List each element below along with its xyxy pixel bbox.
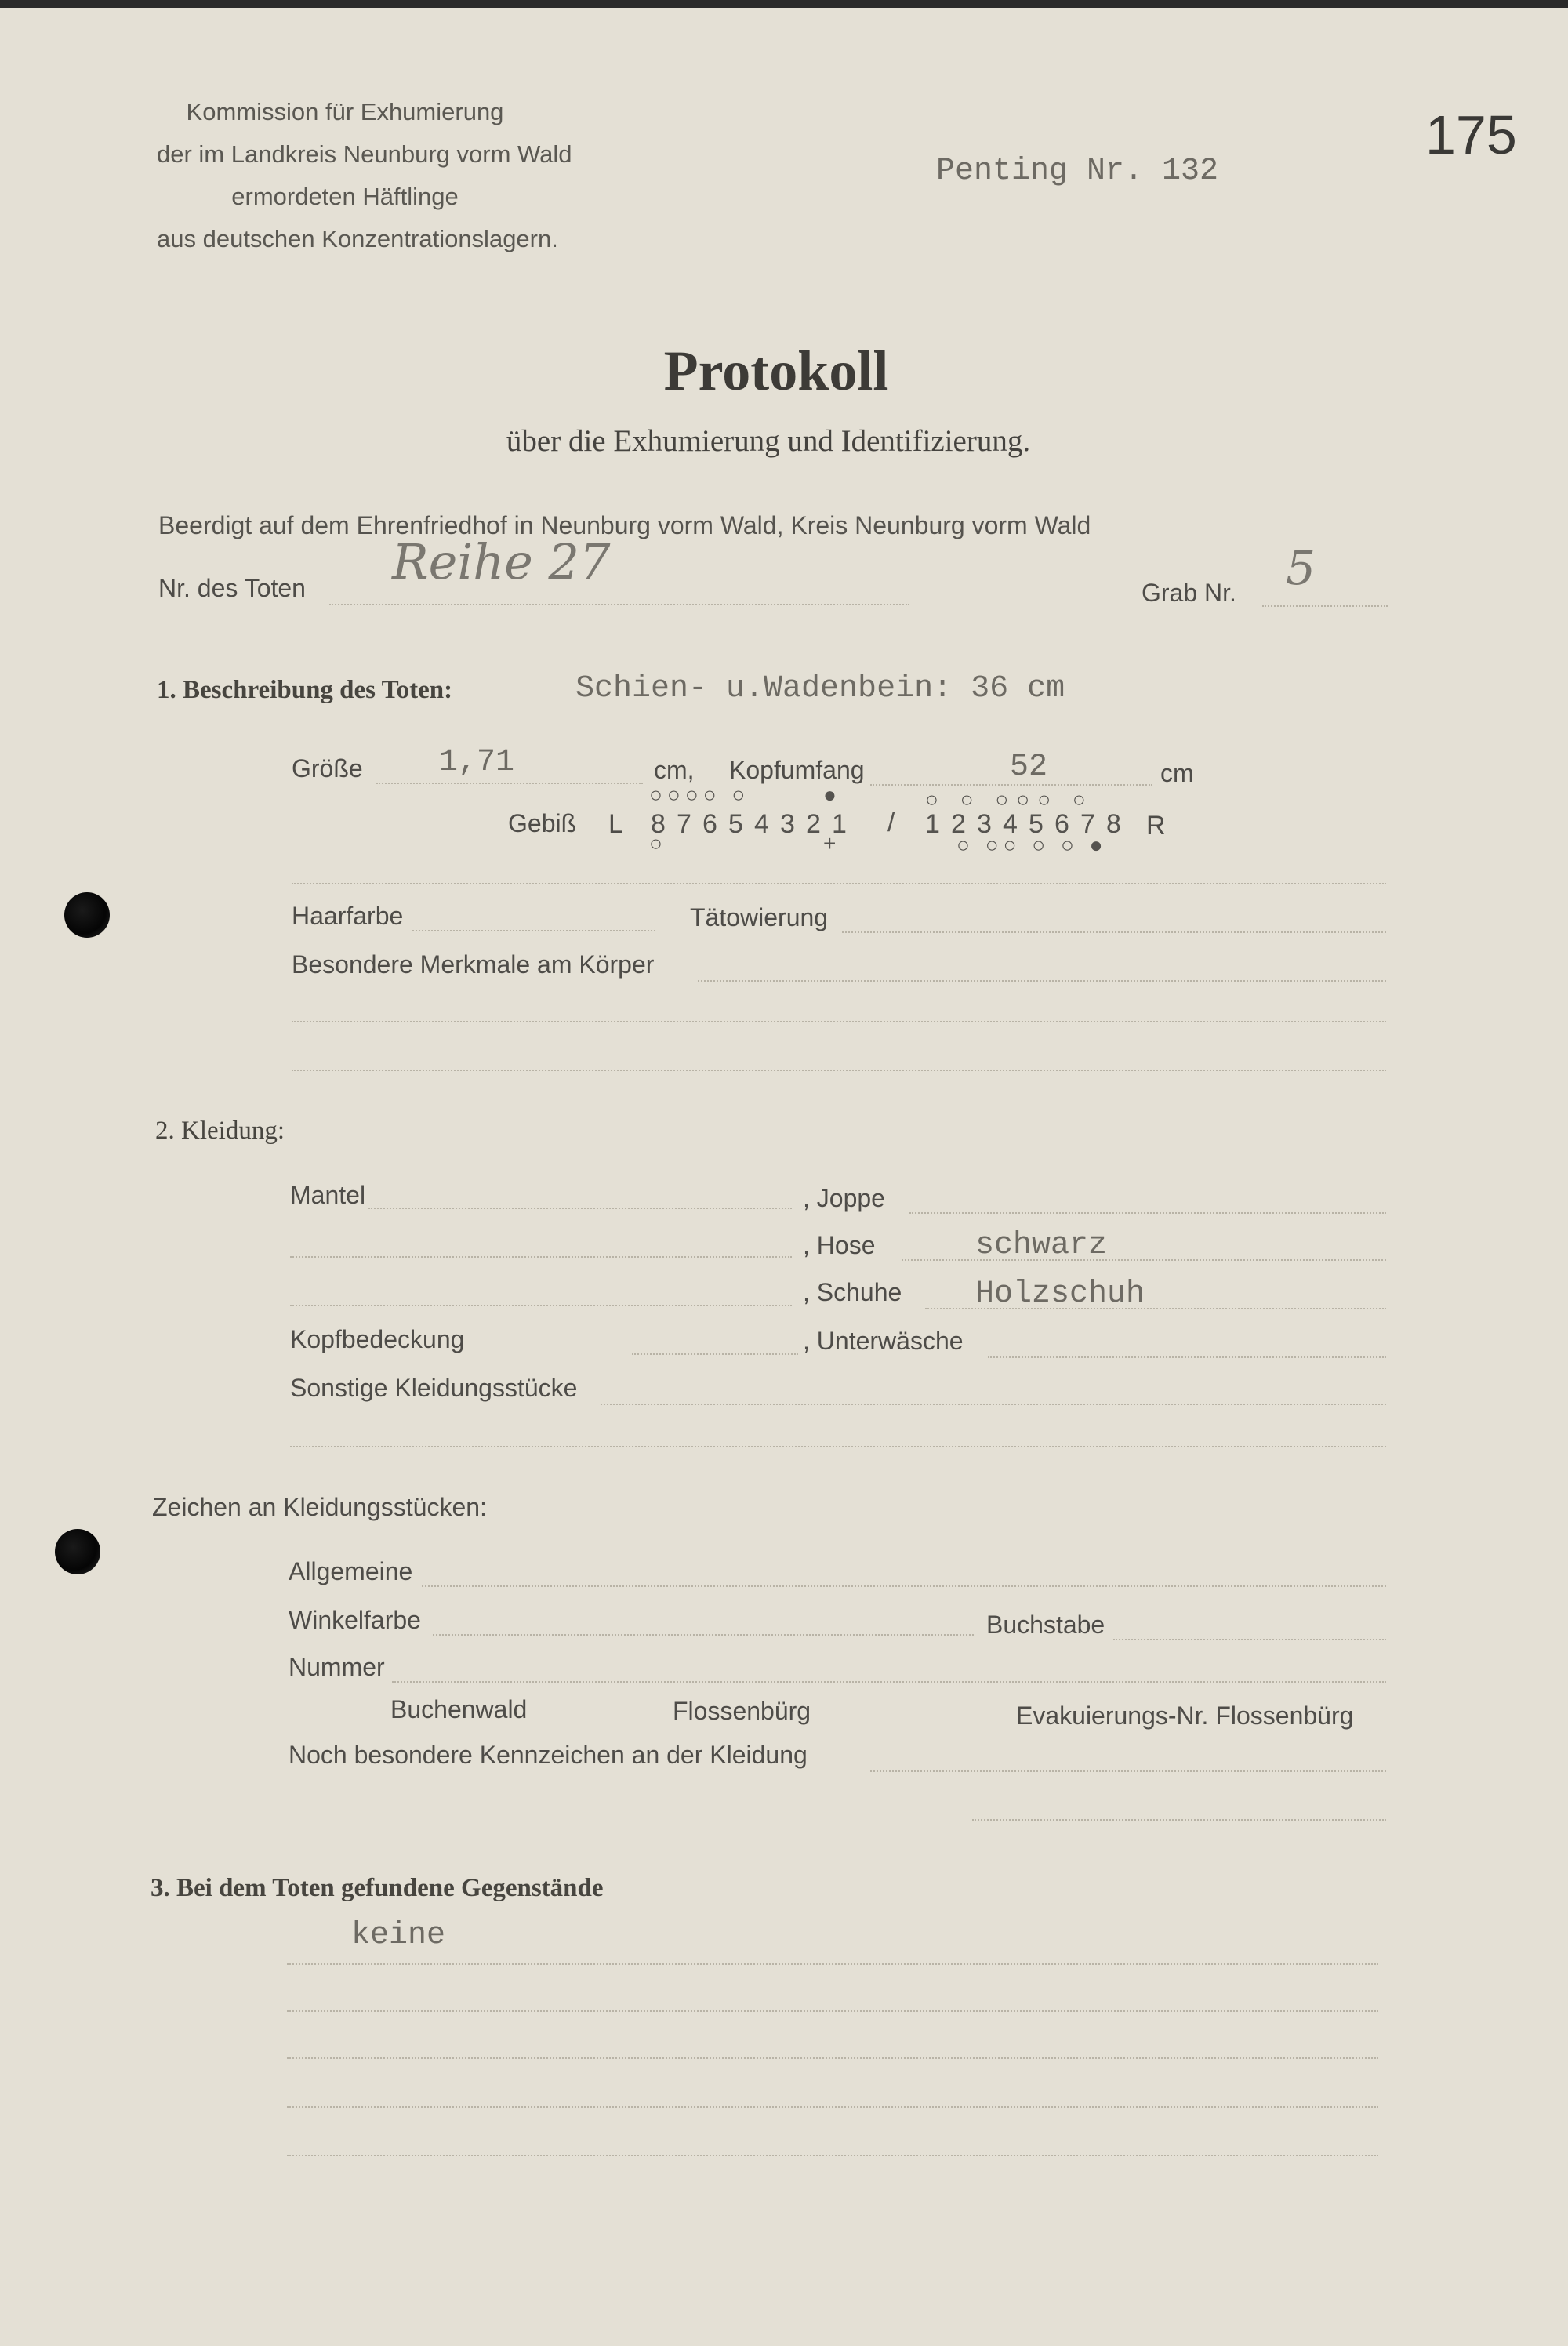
head-circumference-value: 52 <box>1010 750 1048 785</box>
underwear-label: , Unterwäsche <box>803 1327 964 1355</box>
dotted-line <box>287 2106 1378 2108</box>
teeth-separator: / <box>887 808 895 837</box>
tooth-number-left: 8 <box>651 809 666 839</box>
shoes-label: , Schuhe <box>803 1278 902 1306</box>
head-circumference-unit: cm <box>1160 759 1194 787</box>
letter-label: Buchstabe <box>986 1611 1105 1639</box>
commission-line: der im Landkreis Neunburg vorm Wald <box>157 140 572 168</box>
dotted-line <box>287 2010 1378 2012</box>
dotted-line <box>870 1770 1386 1772</box>
evacuation-number-label: Evakuierungs-Nr. Flossenbürg <box>1016 1701 1354 1730</box>
teeth-right-marker: R <box>1146 811 1166 841</box>
dotted-line <box>292 883 1386 884</box>
flossenburg-label: Flossenbürg <box>673 1697 811 1725</box>
dotted-line <box>392 1681 1386 1683</box>
trousers-value: schwarz <box>975 1228 1108 1263</box>
tooth-number-left: 2 <box>806 809 821 839</box>
tooth-number-left: 4 <box>754 809 769 839</box>
shoes-value: Holzschuh <box>975 1276 1145 1312</box>
dotted-line <box>433 1634 974 1636</box>
burial-line: Beerdigt auf dem Ehrenfriedhof in Neunburg vorm Wald, Kreis Neunburg vorm Wald <box>158 511 1091 539</box>
dotted-line <box>292 1070 1386 1071</box>
special-marks-label: Noch besondere Kennzeichen an der Kleidung <box>289 1741 808 1769</box>
page-number: 175 <box>1425 104 1517 165</box>
dotted-line <box>698 980 1386 982</box>
found-items-value: keine <box>351 1918 446 1953</box>
commission-line: aus deutschen Konzentrationslagern. <box>157 225 558 252</box>
punch-hole <box>55 1529 100 1574</box>
tooth-number-right: 1 <box>925 809 940 839</box>
dotted-line <box>1262 605 1388 607</box>
tattoo-label: Tätowierung <box>690 903 829 932</box>
dotted-line <box>376 783 643 784</box>
tooth-number-left: 3 <box>780 809 795 839</box>
dotted-line <box>292 1021 1386 1022</box>
dotted-line <box>287 1963 1378 1965</box>
dotted-line <box>290 1446 1386 1447</box>
tooth-number-left: 5 <box>728 809 743 839</box>
dotted-line <box>290 1256 792 1258</box>
dotted-line <box>972 1819 1386 1821</box>
tooth-number-right: 4 <box>1003 809 1018 839</box>
tooth-mark: ○ <box>649 831 662 855</box>
tooth-marks: ○ ○○ ○ ○ ● <box>956 833 1108 857</box>
dotted-line <box>909 1212 1386 1214</box>
trousers-label: , Hose <box>803 1231 876 1259</box>
grave-no-label: Grab Nr. <box>1142 579 1236 607</box>
dotted-line <box>290 1305 792 1306</box>
tooth-number-left: 7 <box>677 809 691 839</box>
height-value: 1,71 <box>439 745 515 780</box>
tooth-number-right: 6 <box>1054 809 1069 839</box>
tooth-number-right: 8 <box>1106 809 1121 839</box>
number-label: Nummer <box>289 1653 385 1681</box>
body-marks-label: Besondere Merkmale am Körper <box>292 950 655 979</box>
headwear-label: Kopfbedeckung <box>290 1325 465 1353</box>
dotted-line <box>1113 1639 1386 1640</box>
clothing-signs-label: Zeichen an Kleidungsstücken: <box>152 1493 487 1521</box>
teeth-left-marker: L <box>608 809 623 839</box>
tooth-number-right: 2 <box>951 809 966 839</box>
dead-no-value: Reihe 27 <box>392 533 611 590</box>
tooth-number-right: 7 <box>1080 809 1095 839</box>
dotted-line <box>988 1356 1386 1358</box>
angle-color-label: Winkelfarbe <box>289 1606 421 1634</box>
section-3-label: 3. Bei dem Toten gefundene Gegenstände <box>151 1874 604 1902</box>
dotted-line <box>925 1308 1386 1309</box>
head-circumference-label: Kopfumfang <box>729 756 865 784</box>
dotted-line <box>902 1259 1386 1261</box>
commission-header <box>157 91 572 260</box>
dotted-line <box>329 604 909 605</box>
tooth-number-right: 5 <box>1029 809 1044 839</box>
teeth-label: Gebiß <box>508 809 577 837</box>
dotted-line <box>632 1353 798 1355</box>
tooth-marks: ○○○○ ○ <box>649 783 750 807</box>
jacket-label: , Joppe <box>803 1184 885 1212</box>
dotted-line <box>842 932 1386 933</box>
punch-hole <box>64 892 110 938</box>
dotted-line <box>422 1585 1386 1587</box>
scan-edge <box>0 0 1568 8</box>
dotted-line <box>368 1208 792 1209</box>
description-value: Schien- u.Wadenbein: 36 cm <box>575 671 1065 706</box>
dead-no-label: Nr. des Toten <box>158 574 306 602</box>
tooth-mark: + <box>823 831 837 855</box>
height-label: Größe <box>292 754 363 783</box>
general-signs-label: Allgemeine <box>289 1557 413 1585</box>
dotted-line <box>287 2155 1378 2156</box>
dotted-line <box>412 930 655 932</box>
tooth-number-left: 1 <box>832 809 847 839</box>
coat-label: Mantel <box>290 1181 366 1209</box>
tooth-marks: ○ ○ ○○○ ○ <box>925 787 1094 812</box>
page-title: Protokoll <box>663 340 889 402</box>
dotted-line <box>601 1404 1386 1405</box>
commission-line: ermordeten Häftlinge <box>231 183 459 210</box>
dotted-line <box>287 2057 1378 2059</box>
tooth-number-left: 6 <box>702 809 717 839</box>
height-unit: cm, <box>654 756 695 784</box>
hair-color-label: Haarfarbe <box>292 902 404 930</box>
tooth-mark: ● <box>823 783 837 807</box>
other-clothing-label: Sonstige Kleidungsstücke <box>290 1374 578 1402</box>
commission-line: Kommission für Exhumierung <box>186 98 504 125</box>
section-1-label: 1. Beschreibung des Toten: <box>157 676 453 704</box>
grave-no-value: 5 <box>1286 541 1316 596</box>
section-2-label: 2. Kleidung: <box>155 1117 285 1145</box>
buchenwald-label: Buchenwald <box>390 1695 528 1723</box>
page-subtitle: über die Exhumierung und Identifizierung. <box>506 424 1031 458</box>
tooth-number-right: 3 <box>977 809 992 839</box>
reference-number: Penting Nr. 132 <box>936 154 1219 189</box>
